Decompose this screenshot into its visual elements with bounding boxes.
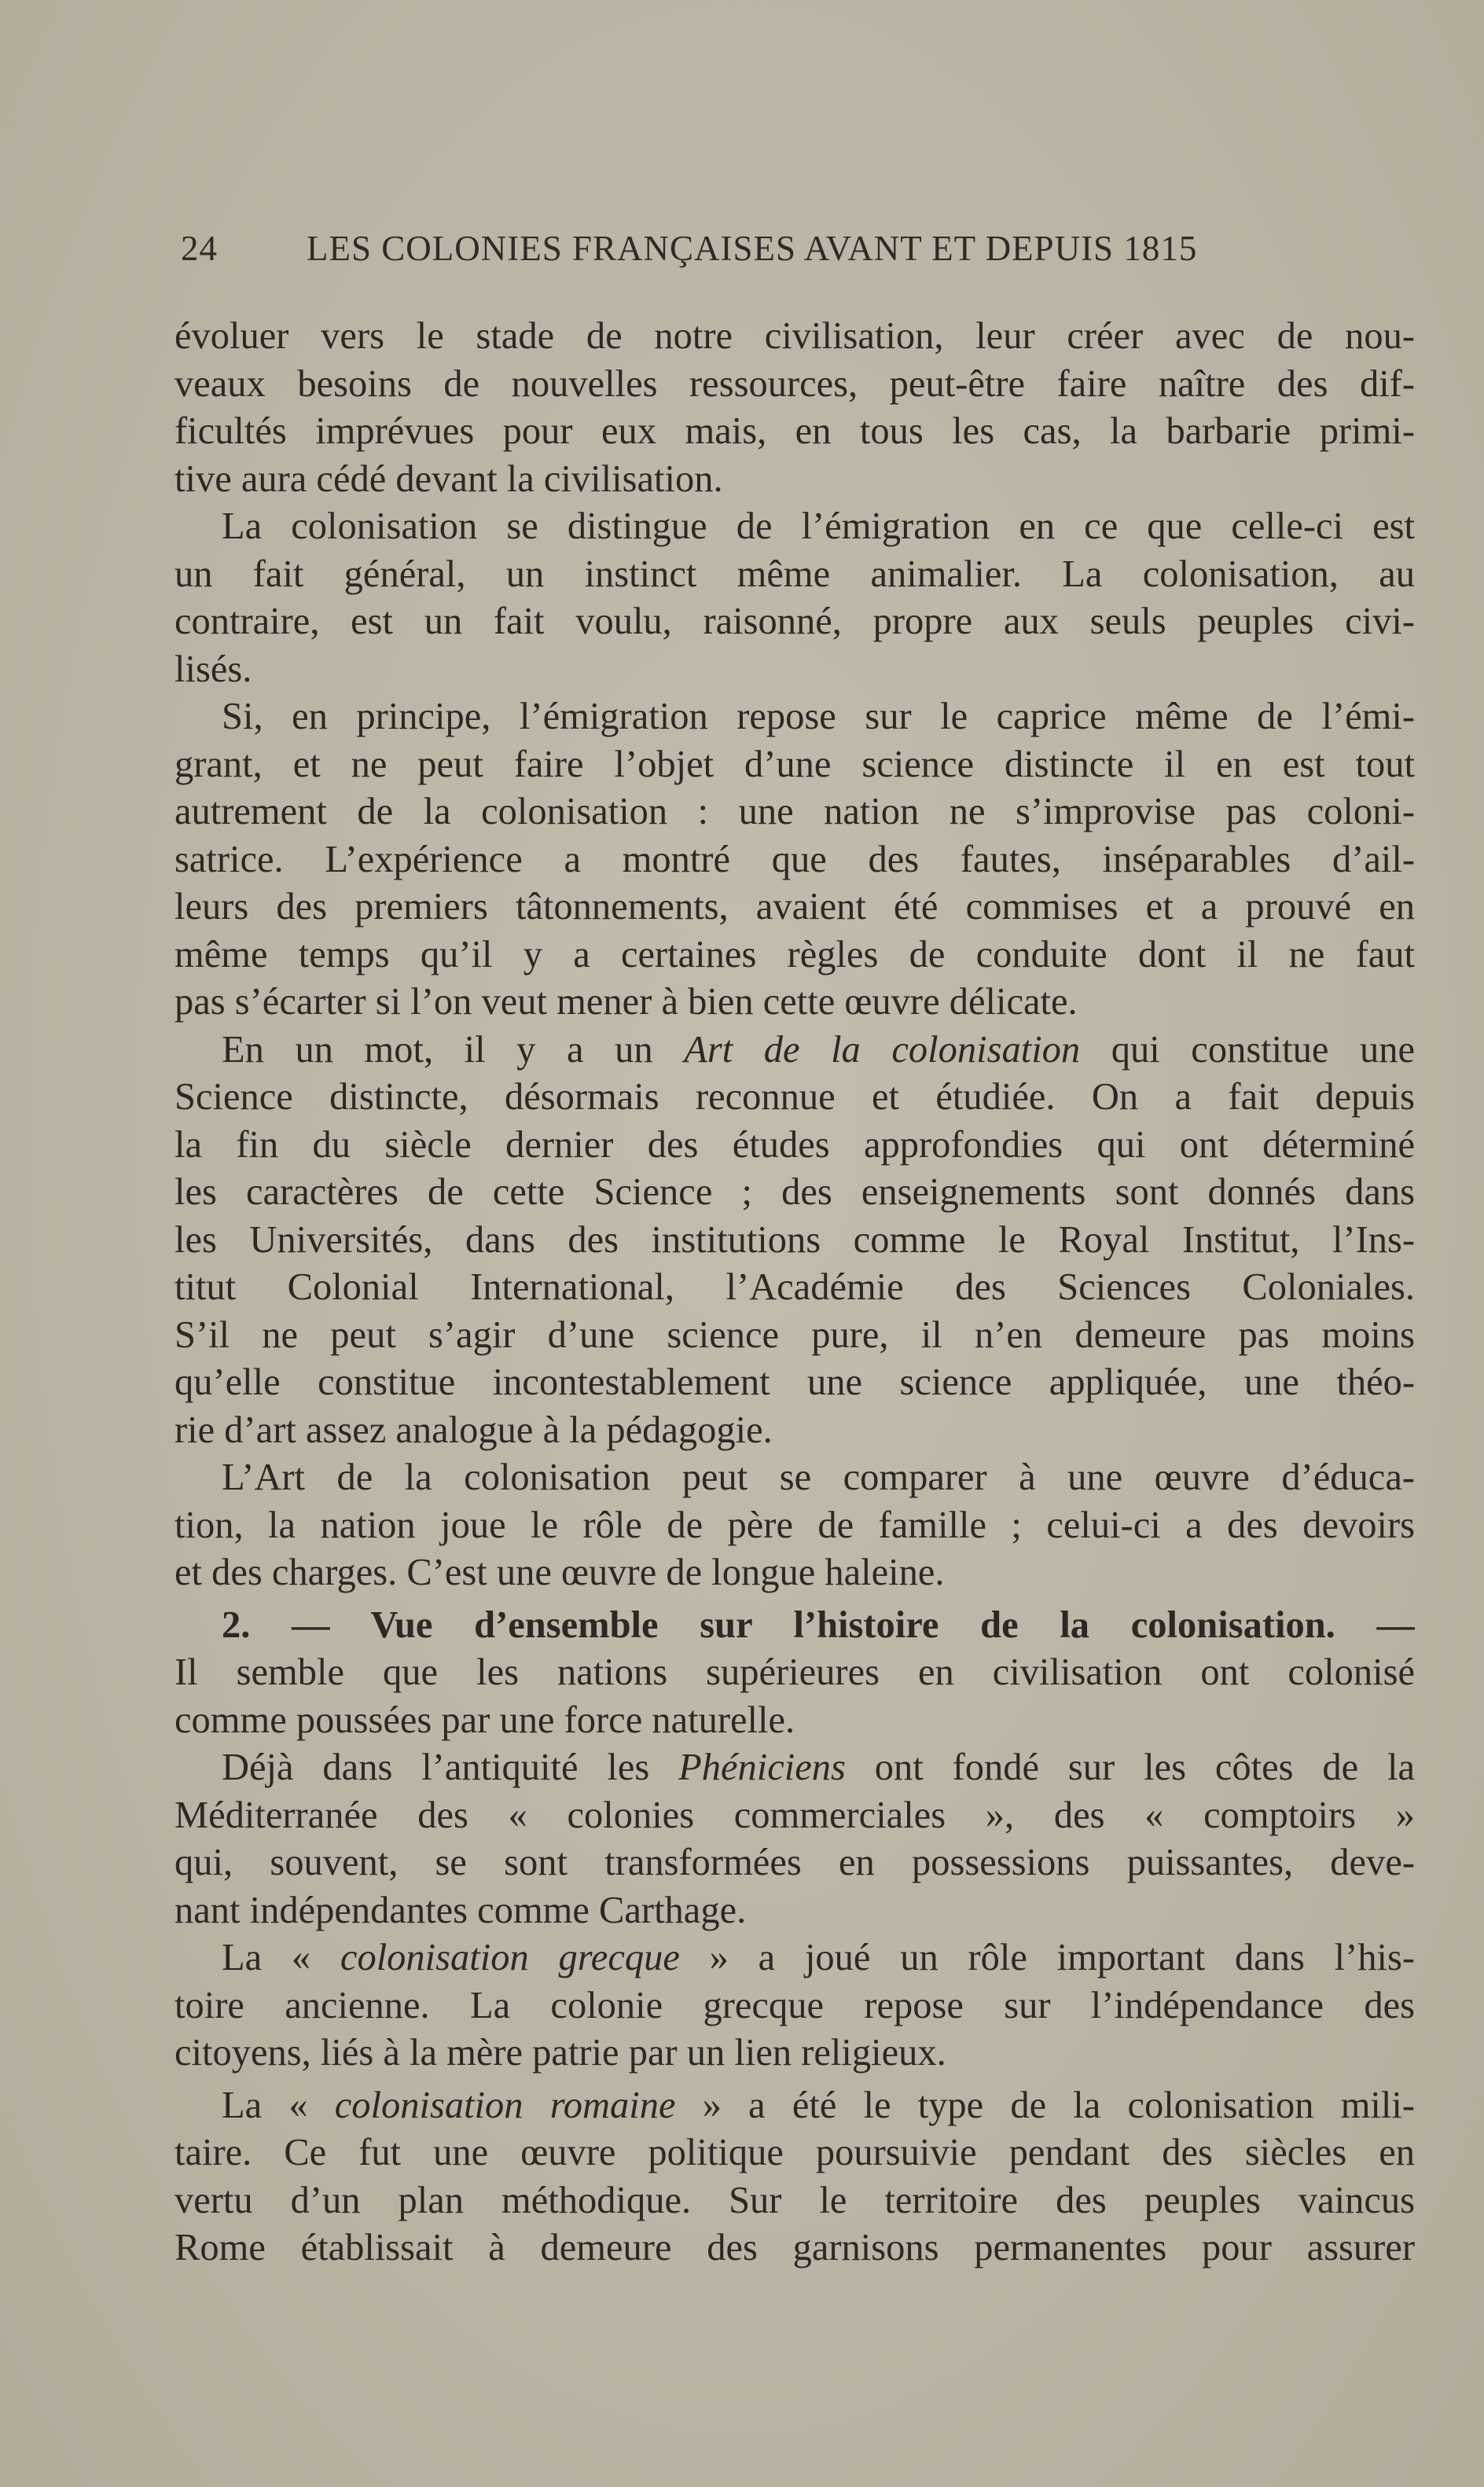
italic-segment: Phéniciens <box>678 1747 846 1788</box>
text-line: comme poussées par une force naturelle. <box>174 1699 795 1741</box>
text-segment: » a joué un rôle important dans l’his- <box>679 1937 1415 1978</box>
text-line: Science distincte, désormais reconnue et étudiée. On a fait depuis <box>174 1076 1415 1118</box>
text-line: titut Colonial International, l’Académie des Sciences Coloniales. <box>174 1266 1415 1308</box>
text-line: S’il ne peut s’agir d’une science pure, il n’en demeure pas moins <box>174 1313 1415 1356</box>
text-line: grant, et ne peut faire l’objet d’une science distincte il en est tout <box>174 743 1415 785</box>
text-line: évoluer vers le stade de notre civilisation, leur créer avec de nou- <box>174 315 1415 357</box>
text-line: autrement de la colonisation : une nation ne s’improvise pas coloni- <box>174 791 1415 832</box>
text-line: veaux besoins de nouvelles ressources, peut-être faire naître des dif- <box>174 362 1415 405</box>
text-line: Méditerranée des « colonies commerciales », des « comptoirs » <box>174 1794 1415 1836</box>
body-text <box>174 313 1415 2272</box>
text-line: même temps qu’il y a certaines règles de conduite dont il ne faut <box>174 933 1415 975</box>
text-line: la fin du siècle dernier des études approfondies qui ont déterminé <box>174 1123 1415 1166</box>
text-line: leurs des premiers tâtonnements, avaient été commises et a prouvé en <box>174 886 1415 928</box>
running-title: LES COLONIES FRANÇAISES AVANT ET DEPUIS 1815 <box>307 229 1198 268</box>
text-line <box>174 1602 1415 1650</box>
text-line: les caractères de cette Science ; des enseignements sont donnés dans <box>174 1171 1415 1213</box>
text-segment: qui constitue une <box>1080 1028 1415 1071</box>
italic-segment: colonisation romaine <box>334 2084 676 2126</box>
text-line: contraire, est un fait voulu, raisonné, propre aux seuls peuples civi- <box>174 601 1415 642</box>
text-line: La colonisation se distingue de l’émigration en ce que celle-ci est <box>222 505 1415 547</box>
text-segment: La « <box>222 2084 335 2126</box>
text-line: L’Art de la colonisation peut se comparer à une œuvre d’éduca- <box>222 1457 1415 1498</box>
text-line: nant indépendantes comme Carthage. <box>174 1889 747 1931</box>
text-line: les Universités, dans des institutions comme le Royal Institut, l’Ins- <box>174 1218 1415 1261</box>
text-line <box>174 2082 1415 2130</box>
text-line: Il semble que les nations supérieures en civilisation ont colonisé <box>174 1651 1415 1693</box>
text-line <box>174 1027 1415 1075</box>
text-line <box>174 1934 1415 1982</box>
text-segment: ont fondé sur les côtes de la <box>845 1747 1415 1788</box>
text-line: qui, souvent, se sont transformées en possessions puissantes, deve- <box>174 1842 1415 1883</box>
text-line: rie d’art assez analogue à la pédagogie. <box>174 1409 773 1451</box>
text-line <box>174 1744 1415 1792</box>
running-header <box>181 228 1313 291</box>
italic-segment: colonisation grecque <box>340 1937 680 1978</box>
page-number: 24 <box>181 229 218 268</box>
text-line: satrice. L’expérience a montré que des fautes, inséparables d’ail- <box>174 838 1415 880</box>
text-line: tive aura cédé devant la civilisation. <box>174 457 723 500</box>
text-segment: En un mot, il y a un <box>222 1028 685 1071</box>
text-line: Si, en principe, l’émigration repose sur le caprice même de l’émi- <box>222 696 1415 737</box>
text-line: pas s’écarter si l’on veut mener à bien cette œuvre délicate. <box>174 981 1078 1023</box>
text-segment: La « <box>222 1937 340 1978</box>
text-line: citoyens, liés à la mère patrie par un lien religieux. <box>174 2032 946 2074</box>
text-line: et des charges. C’est une œuvre de longue haleine. <box>174 1552 945 1593</box>
text-segment: » a été le type de la colonisation mili- <box>675 2084 1415 2126</box>
text-line: toire ancienne. La colonie grecque repose sur l’indépendance des <box>174 1984 1415 2026</box>
text-line: lisés. <box>174 648 252 690</box>
text-line: qu’elle constitue incontestablement une science appliquée, une théo- <box>174 1361 1415 1403</box>
text-line: tion, la nation joue le rôle de père de famille ; celui-ci a des devoirs <box>174 1504 1415 1546</box>
text-line: un fait général, un instinct même animalier. La colonisation, au <box>174 553 1415 595</box>
bold-segment: 2. — Vue d’ensemble sur l’histoire de la colonisation. — <box>222 1604 1415 1646</box>
text-line: taire. Ce fut une œuvre politique poursuivie pendant des siècles en <box>174 2132 1415 2173</box>
text-line: ficultés imprévues pour eux mais, en tous les cas, la barbarie primi- <box>174 410 1415 452</box>
text-line: Rome établissait à demeure des garnisons permanentes pour assurer <box>174 2227 1415 2268</box>
italic-segment: Art de la colonisation <box>684 1028 1081 1071</box>
text-segment: Déjà dans l’antiquité les <box>222 1747 679 1788</box>
text-line: vertu d’un plan méthodique. Sur le territoire des peuples vaincus <box>174 2179 1415 2221</box>
